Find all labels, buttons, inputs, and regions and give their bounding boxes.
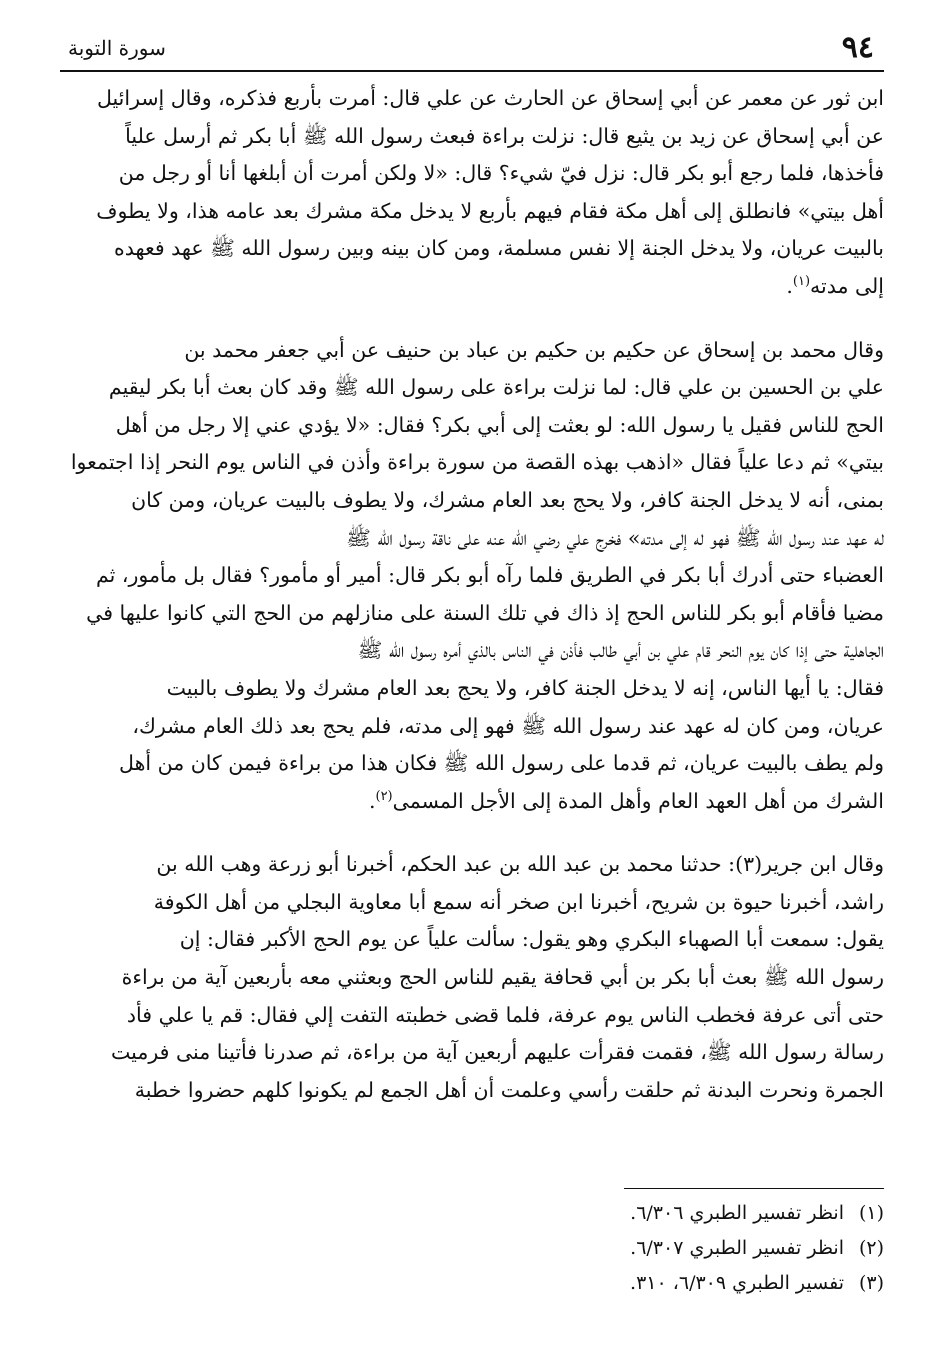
page-number: ٩٤ — [841, 30, 874, 65]
text-line: حتى أتى عرفة فخطب الناس يوم عرفة، فلما قضى خطبته التفت إلي فقال: قم يا علي فأد — [126, 1002, 884, 1027]
footnote-number: (٣) — [858, 1272, 884, 1294]
text-line: عريان، ومن كان له عهد عند رسول الله ﷺ فهو إلى مدته، فلم يحج بعد ذلك العام مشرك، — [132, 713, 884, 738]
running-title: سورة التوبة — [68, 36, 166, 60]
text-line: الحج للناس فقيل يا رسول الله: لو بعثت إلى أبي بكر؟ فقال: «لا يؤدي عني إلا رجل من أهل — [115, 412, 884, 437]
paragraph-2 — [60, 332, 884, 821]
text-line: مضيا فأقام أبو بكر للناس الحج إذ ذاك في تلك السنة على منازلهم من الحج التي كانوا عليها في — [86, 600, 884, 625]
footnote-number: (١) — [858, 1202, 884, 1224]
text-line: بالبيت عريان، ولا يدخل الجنة إلا نفس مسلمة، ومن كان بينه وبين رسول الله ﷺ عهد فعهده — [114, 236, 884, 261]
text-line: وقال ابن جرير(٣): حدثنا محمد بن عبد الله بن عبد الحكم، أخبرنا أبو زرعة وهب الله بن — [156, 852, 884, 877]
footnote-divider — [624, 1188, 884, 1189]
footnote-text: انظر تفسير الطبري ٦/٣٠٧. — [630, 1237, 844, 1259]
text-line: أهل بيتي» فانطلق إلى أهل مكة فقام فيهم بأربع لا يدخل مكة مشرك بعد عامه هذا، ولا يطوف — [96, 198, 884, 223]
footnote-item — [60, 1231, 884, 1266]
page-header — [60, 30, 884, 72]
footnote-text: انظر تفسير الطبري ٦/٣٠٦. — [630, 1202, 844, 1224]
text-line: بمنى، أنه لا يدخل الجنة كافر، ولا يحج بعد العام مشرك، ولا يطوف بالبيت عريان، ومن كان — [131, 487, 884, 512]
text-line: فقال: يا أيها الناس، إنه لا يدخل الجنة كافر، ولا يحج بعد العام مشرك ولا يطوف بالبيت — [166, 675, 884, 700]
footnotes — [60, 1196, 884, 1301]
sentence-end: . — [786, 273, 793, 298]
text-line: عن أبي إسحاق عن زيد بن يثيع قال: نزلت براءة فبعث رسول الله ﷺ أبا بكر ثم أرسل علياً — [125, 123, 884, 148]
footnote-ref: (١) — [792, 274, 811, 290]
paragraph-1 — [60, 80, 884, 306]
text-line-last — [60, 783, 884, 821]
line-text: إلى مدته — [810, 273, 884, 298]
text-line: الجاهلية حتى إذا كان يوم النحر قام علي بن أبي طالب فأذن في الناس بالذي أمره رسول الله ﷺ — [357, 638, 884, 663]
text-line: له عهد عند رسول الله ﷺ فهو له إلى مدته» فخرج علي رضي الله عنه على ناقة رسول الله ﷺ — [346, 525, 884, 550]
sentence-end: . — [368, 788, 376, 813]
text-line: علي بن الحسين بن علي قال: لما نزلت براءة على رسول الله ﷺ وقد كان بعث أبا بكر ليقيم — [108, 375, 884, 400]
text-line: ولم يطف بالبيت عريان، ثم قدما على رسول الله ﷺ فكان هذا من براءة فيمن كان من أهل — [119, 751, 884, 776]
paragraph-3 — [60, 846, 884, 1109]
text-line: راشد، أخبرنا حيوة بن شريح، أخبرنا ابن صخر أنه سمع أبا معاوية البجلي من أهل الكوفة — [153, 889, 884, 914]
text-line: ابن ثور عن معمر عن أبي إسحاق عن الحارث عن علي قال: أمرت بأربع فذكره، وقال إسرائيل — [96, 86, 884, 110]
main-text — [60, 80, 884, 1109]
footnote-text: تفسير الطبري ٦/٣٠٩، ٣١٠. — [630, 1272, 844, 1294]
text-line: فأخذها، فلما رجع أبو بكر قال: نزل فيّ شيء؟ قال: «لا ولكن أمرت أن أبلغها أنا أو رجل من — [118, 161, 884, 186]
line-text: الشرك من أهل العهد العام وأهل المدة إلى الأجل المسمى — [392, 788, 884, 813]
text-line: العضباء حتى أدرك أبا بكر في الطريق فلما رآه أبو بكر قال: أمير أو مأمور؟ فقال بل مأمور، ثم — [95, 563, 884, 588]
text-line: وقال محمد بن إسحاق عن حكيم بن حكيم بن عباد بن حنيف عن أبي جعفر محمد بن — [184, 337, 884, 362]
text-line: يقول: سمعت أبا الصهباء البكري وهو يقول: سألت علياً عن يوم الحج الأكبر فقال: إن — [179, 927, 884, 952]
footnote-item — [60, 1266, 884, 1301]
footnote-item — [60, 1196, 884, 1231]
footnote-ref: (٢) — [375, 788, 393, 804]
footnote-number: (٢) — [858, 1237, 884, 1259]
text-line: رسول الله ﷺ بعث أبا بكر بن أبي قحافة يقيم للناس الحج وبعثني معه بأربعين آية من براءة — [121, 965, 884, 990]
text-line: بيتي» ثم دعا علياً فقال «اذهب بهذه القصة من سورة براءة وأذن في الناس يوم النحر إذا اجتمعوا — [70, 450, 884, 475]
text-line-last — [60, 268, 884, 306]
text-line: رسالة رسول الله ﷺ، فقمت فقرأت عليهم أربعين آية من براءة، ثم صدرنا فأتينا منى فرميت — [111, 1040, 884, 1065]
text-line: الجمرة ونحرت البدنة ثم حلقت رأسي وعلمت أن أهل الجمع لم يكونوا كلهم حضروا خطبة — [134, 1077, 884, 1102]
